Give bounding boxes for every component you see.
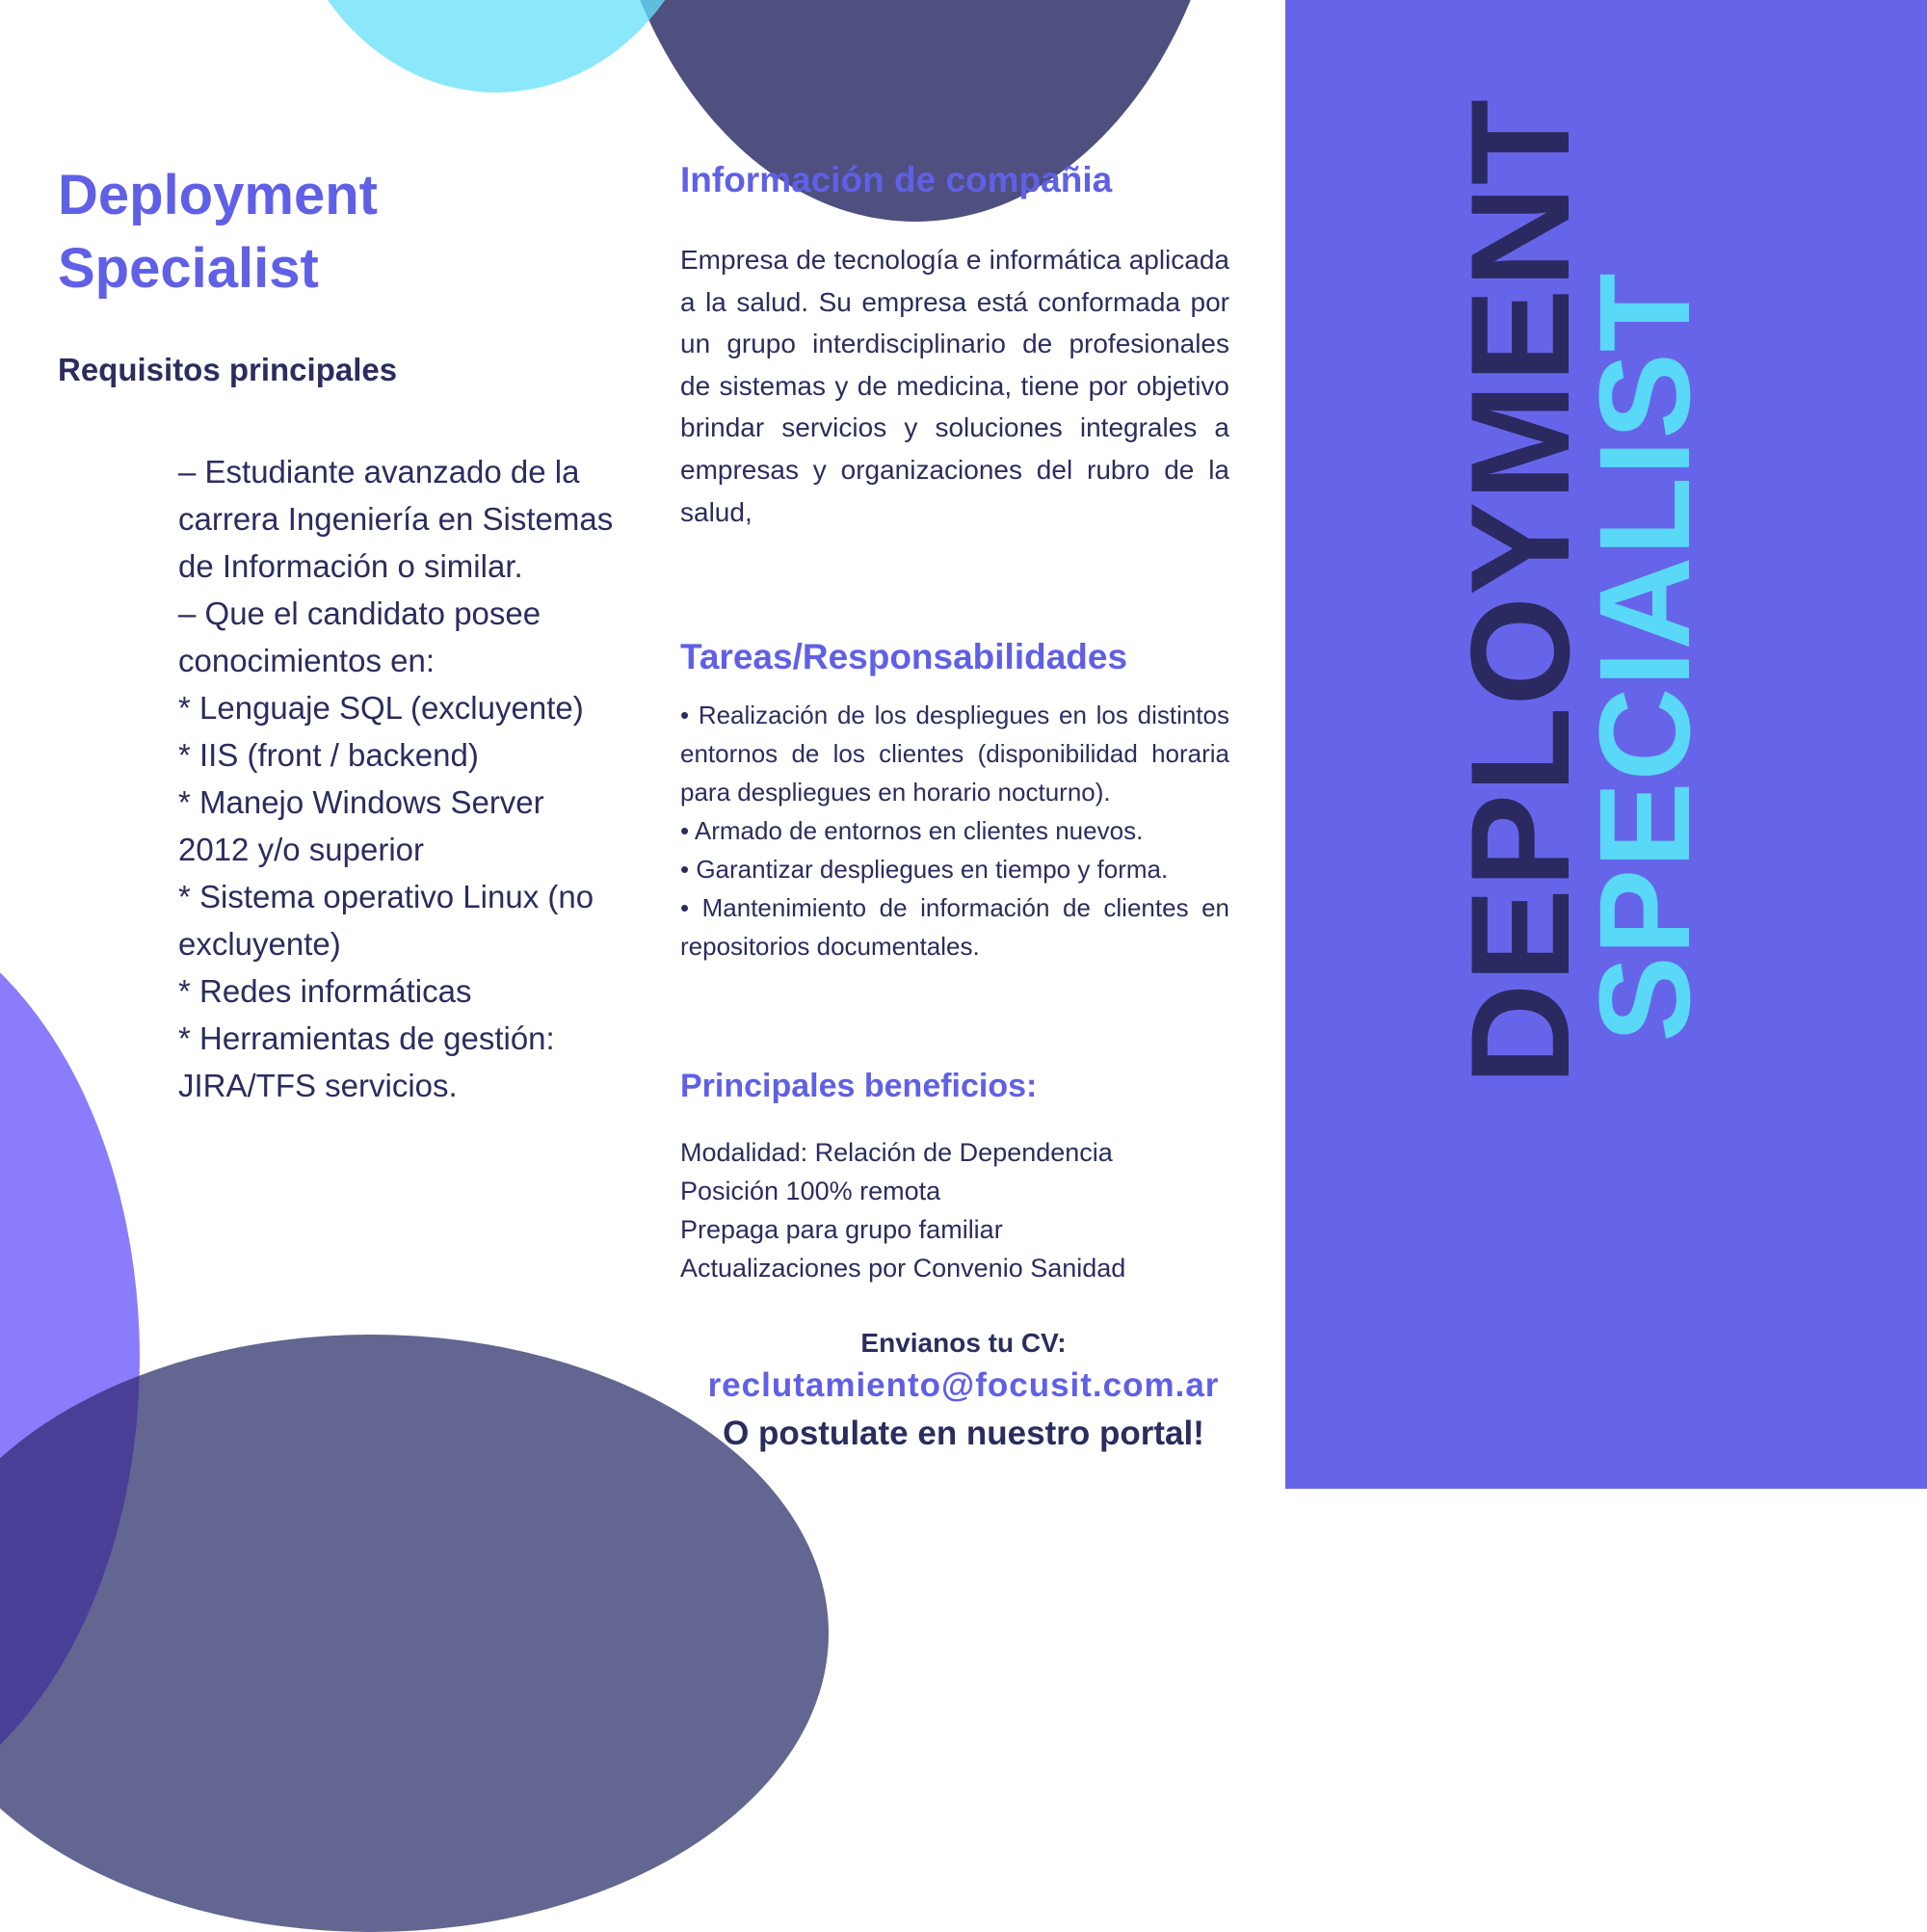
cv-prompt: Envianos tu CV: [860, 1328, 1067, 1358]
benefit-item: Actualizaciones por Convenio Sanidad [680, 1254, 1126, 1283]
company-section [680, 160, 1229, 200]
task-item: • Mantenimiento de información de clientes en repositorios documentales. [680, 893, 1229, 961]
company-body [680, 239, 1229, 533]
requirement-item: – Estudiante avanzado de la carrera Ingeniería en Sistemas de Información o similar. [178, 454, 614, 584]
email-link[interactable]: reclutamiento@focusit.com.ar [707, 1366, 1220, 1404]
benefits-body [680, 1133, 1229, 1287]
portal-callout: O postulate en nuestro portal! [723, 1415, 1204, 1452]
requirement-item: * Redes informáticas [178, 973, 472, 1009]
decor-circle-overlap-bottom [0, 896, 140, 1821]
requirement-item: * Manejo Windows Server 2012 y/o superior [178, 784, 544, 867]
tasks-heading: Tareas/Responsabilidades [680, 637, 1128, 676]
requirements-heading: Requisitos principales [58, 352, 398, 387]
requirement-item: * IIS (front / backend) [178, 737, 479, 773]
requirements-list [178, 448, 621, 1109]
benefits-list [680, 1133, 1229, 1287]
benefit-item: Posición 100% remota [680, 1177, 941, 1205]
requirement-item: * Herramientas de gestión: JIRA/TFS servicios. [178, 1020, 555, 1103]
page-title: Deployment Specialist [58, 164, 378, 300]
tasks-body [680, 696, 1229, 966]
requirement-item: * Sistema operativo Linux (no excluyente) [178, 879, 594, 962]
tasks-section [680, 637, 1229, 677]
task-item: • Armado de entornos en clientes nuevos. [680, 816, 1144, 845]
benefit-item: Modalidad: Relación de Dependencia [680, 1138, 1113, 1167]
tasks-list [680, 696, 1229, 966]
benefits-heading: Principales beneficios: [680, 1068, 1038, 1104]
requirement-item: – Que el candidato posee conocimientos en: [178, 595, 541, 678]
side-band-title-line2: SPECIALIST [1573, 272, 1717, 1043]
task-item: • Garantizar despliegues en tiempo y forma. [680, 855, 1169, 884]
company-heading: Información de compañia [680, 160, 1113, 199]
task-item: • Realización de los despliegues en los distintos entornos de los clientes (disponibilidad horaria para despliegues en horario nocturno). [680, 701, 1229, 807]
benefits-section [680, 1068, 1229, 1105]
requirement-item: * Lenguaje SQL (excluyente) [178, 690, 584, 726]
benefit-item: Prepaga para grupo familiar [680, 1215, 1003, 1244]
company-description: Empresa de tecnología e informática aplicada a la salud. Su empresa está conformada por un grupo interdisciplinario de profesionales de sistemas y de medicina, tiene por objetivo brindar servicios y soluciones integrales a empresas y organizaciones del rubro de la salud, [680, 245, 1229, 527]
side-band-title-line1: DEPLOYMENT [1441, 98, 1598, 1085]
